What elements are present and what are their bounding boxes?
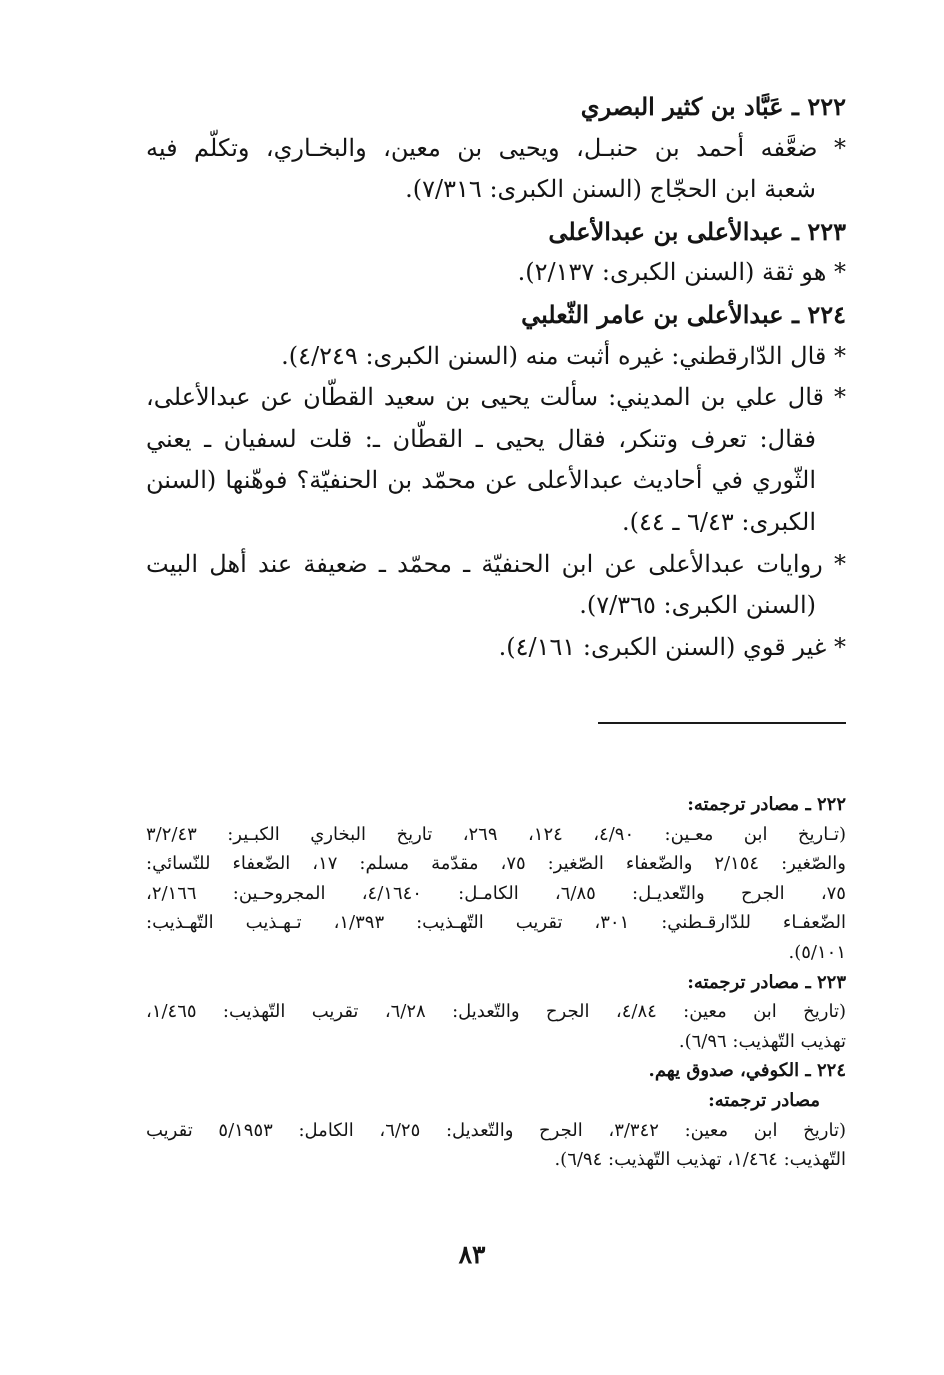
- footnote-224: [146, 1056, 846, 1174]
- footnote-line: والصّغير: ٢/١٥٤ والضّعفاء الصّغير: ٧٥، مقدّمة مسلم: ١٧، الضّعفاء للنّسائي:: [146, 853, 846, 875]
- text-line: الكبرى: ٦/٤٣ ـ ٤٤).: [621, 507, 816, 536]
- footnote-line: الضّعفـاء للدّارقـطني: ٣٠١، تقريب التّهـذيب: ١/٣٩٣، تـهـذيب التّهـذيب:: [146, 912, 846, 934]
- footnote-heading: ٢٢٤ ـ الكوفي، صدوق يهم.: [648, 1060, 846, 1082]
- footnote-line: تهذيب التّهذيب: ٦/٩٦).: [678, 1030, 846, 1052]
- text-line: * ضعَّفه أحمد بن حنبـل، ويحيى بن معين، والبخـاري، وتكلّم فيه: [146, 133, 846, 162]
- entry-heading: ٢٢٢ ـ عَبَّاد بن كثير البصري: [580, 92, 846, 121]
- entry-heading: ٢٢٤ ـ عبدالأعلى بن عامر الثّعلبي: [521, 299, 846, 329]
- footnote-separator: [598, 722, 846, 724]
- footnote-222: [146, 790, 846, 968]
- footnote-heading: ٢٢٣ ـ مصادر ترجمته:: [687, 971, 846, 993]
- footnote-line: (تاريخ ابن معين: ٣/٣٤٢، الجرح والتّعديل: ٦/٢٥، الكامل: ٥/١٩٥٣ تقريب: [146, 1119, 846, 1141]
- text-line: * غير قوي (السنن الكبرى: ٤/١٦١).: [498, 632, 846, 661]
- text-line: * هو ثقة (السنن الكبرى: ٢/١٣٧).: [517, 258, 846, 287]
- footnote-line: التّهذيب: ١/٤٦٤، تهذيب التّهذيب: ٦/٩٤).: [554, 1149, 846, 1171]
- footnote-line: ٧٥، الجرح والتّعديـل: ٦/٨٥، الكامـل: ٤/١٦٤٠، المجروحـين: ٢/١٦٦،: [146, 882, 846, 904]
- entry-224: [146, 294, 846, 668]
- footnote-223: [146, 968, 846, 1057]
- text-line: * قال علي بن المديني: سألت يحيى بن سعيد القطّان عن عبدالأعلى،: [146, 383, 846, 412]
- text-line: فقال: تعرف وتنكر، فقال يحيى ـ القطّان ـ: قلت لسفيان ـ يعني: [146, 424, 816, 453]
- text-line: الثّوري في أحاديث عبدالأعلى عن محمّد بن الحنفيّة؟ فوهّنها (السنن: [146, 466, 817, 495]
- entry-heading: ٢٢٣ ـ عبدالأعلى بن عبدالأعلى: [548, 216, 846, 246]
- footnote-subheading: مصادر ترجمته:: [708, 1089, 820, 1111]
- footnote-heading: ٢٢٢ ـ مصادر ترجمته:: [687, 794, 846, 815]
- page-number: ٨٣: [458, 1240, 486, 1269]
- text-line: * قال الدّارقطني: غيره أثبت منه (السنن الكبرى: ٤/٢٤٩).: [281, 341, 846, 370]
- main-text: [146, 86, 846, 668]
- entry-222: [146, 86, 846, 211]
- text-line: (السنن الكبرى: ٧/٣٦٥).: [579, 591, 816, 620]
- footnote-line: (تاريخ ابن معين: ٤/٨٤، الجرح والتّعديل: ٦/٢٨، تقريب التّهذيب: ١/٤٦٥،: [146, 1001, 846, 1023]
- footnote-line: (تـاريخ ابن معـين: ٤/٩٠، ١٢٤، ٢٦٩، تاريخ البخاري الكبـير: ٣/٢/٤٣: [146, 823, 847, 845]
- entry-223: [146, 211, 846, 294]
- text-line: * روايات عبدالأعلى عن ابن الحنفيّة ـ محمّد ـ ضعيفة عند أهل البيت: [146, 549, 846, 578]
- footnote-line: ٥/١٠١).: [788, 941, 846, 963]
- text-line: شعبة ابن الحجّاج (السنن الكبرى: ٧/٣١٦).: [405, 175, 816, 204]
- footnotes: [146, 790, 846, 1175]
